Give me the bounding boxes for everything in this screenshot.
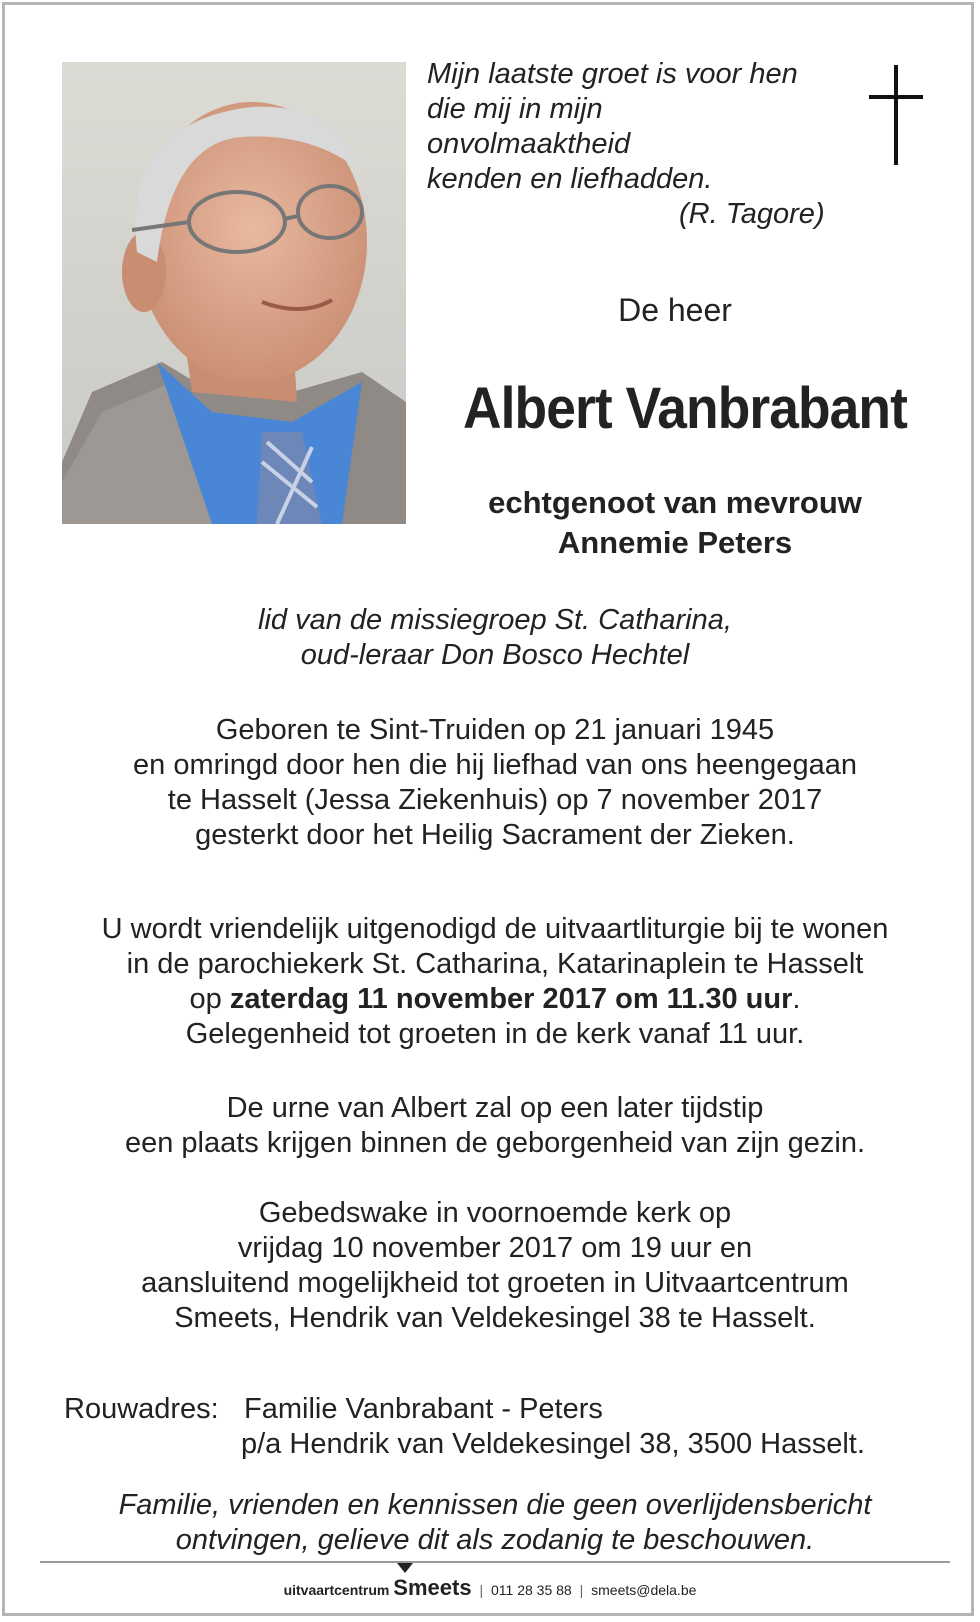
funeral-invitation bbox=[35, 912, 955, 1052]
address-line: Familie Vanbrabant - Peters bbox=[244, 1393, 603, 1425]
tagore-quote bbox=[427, 57, 847, 232]
footer-email: smeets@dela.be bbox=[591, 1582, 697, 1598]
spouse-info bbox=[435, 483, 915, 563]
obituary-card bbox=[2, 2, 974, 1616]
address-line: p/a Hendrik van Veldekesingel 38, 3500 Hasselt. bbox=[241, 1428, 865, 1460]
birth-death-info bbox=[35, 713, 955, 853]
deceased-name: Albert Vanbrabant bbox=[463, 376, 907, 441]
quote-line: onvolmaaktheid bbox=[427, 128, 631, 160]
footer-separator: | bbox=[479, 1582, 484, 1598]
invite-line: in de parochiekerk St. Catharina, Katarinaplein te Hasselt bbox=[126, 948, 864, 980]
notice-line: ontvingen, gelieve dit als zodanig te beschouwen. bbox=[175, 1524, 815, 1556]
invite-line: U wordt vriendelijk uitgenodigd de uitvaartliturgie bij te wonen bbox=[101, 913, 889, 945]
roles bbox=[35, 603, 955, 673]
spouse-name: Annemie Peters bbox=[557, 525, 793, 560]
role-line: oud-leraar Don Bosco Hechtel bbox=[300, 639, 690, 671]
role-line: lid van de missiegroep St. Catharina, bbox=[258, 604, 732, 636]
quote-line: kenden en liefhadden. bbox=[427, 163, 713, 195]
invite-suffix: . bbox=[792, 983, 801, 1015]
portrait-photo bbox=[62, 62, 406, 524]
birth-line: Geboren te Sint-Truiden op 21 januari 1945 bbox=[215, 714, 775, 746]
notice bbox=[35, 1488, 955, 1558]
birth-line: gesterkt door het Heilig Sacrament der Zieken. bbox=[195, 819, 795, 851]
notice-line: Familie, vrienden en kennissen die geen overlijdensbericht bbox=[118, 1489, 872, 1521]
triangle-marker-icon bbox=[397, 1563, 413, 1573]
quote-line: die mij in mijn bbox=[427, 93, 603, 125]
urn-info bbox=[35, 1091, 955, 1161]
wake-line: Gebedswake in voornoemde kerk op bbox=[258, 1197, 732, 1229]
footer-prefix: uitvaartcentrum bbox=[283, 1582, 390, 1598]
invite-date-line bbox=[35, 982, 955, 1017]
quote-author: (R. Tagore) bbox=[679, 198, 825, 230]
footer-separator: | bbox=[579, 1582, 584, 1598]
wake-line: aansluitend mogelijkheid tot groeten in Uitvaartcentrum bbox=[141, 1267, 849, 1299]
funeral-home-brand: Smeets bbox=[393, 1575, 472, 1600]
quote-line: Mijn laatste groet is voor hen bbox=[427, 58, 798, 90]
mourning-address bbox=[64, 1392, 865, 1462]
spouse-line: echtgenoot van mevrouw bbox=[488, 485, 862, 520]
wake-line: Smeets, Hendrik van Veldekesingel 38 te Hasselt. bbox=[174, 1302, 816, 1334]
funeral-home-footer bbox=[5, 1575, 975, 1601]
address-label: Rouwadres: bbox=[64, 1393, 219, 1425]
honorific: De heer bbox=[618, 292, 732, 328]
footer-phone: 011 28 35 88 bbox=[490, 1582, 572, 1598]
birth-line: te Hasselt (Jessa Ziekenhuis) op 7 november 2017 bbox=[167, 784, 823, 816]
urn-line: een plaats krijgen binnen de geborgenheid van zijn gezin. bbox=[124, 1127, 866, 1159]
wake-line: vrijdag 10 november 2017 om 19 uur en bbox=[237, 1232, 753, 1264]
cross-icon bbox=[869, 65, 925, 165]
portrait-illustration bbox=[62, 62, 406, 524]
birth-line: en omringd door hen die hij liefhad van ons heengegaan bbox=[133, 749, 857, 781]
invite-prefix: op bbox=[189, 983, 222, 1015]
footer-divider bbox=[40, 1561, 950, 1563]
invite-line: Gelegenheid tot groeten in de kerk vanaf 11 uur. bbox=[185, 1018, 805, 1050]
prayer-vigil bbox=[35, 1196, 955, 1336]
urn-line: De urne van Albert zal op een later tijdstip bbox=[226, 1092, 764, 1124]
funeral-date: zaterdag 11 november 2017 om 11.30 uur bbox=[229, 983, 793, 1015]
